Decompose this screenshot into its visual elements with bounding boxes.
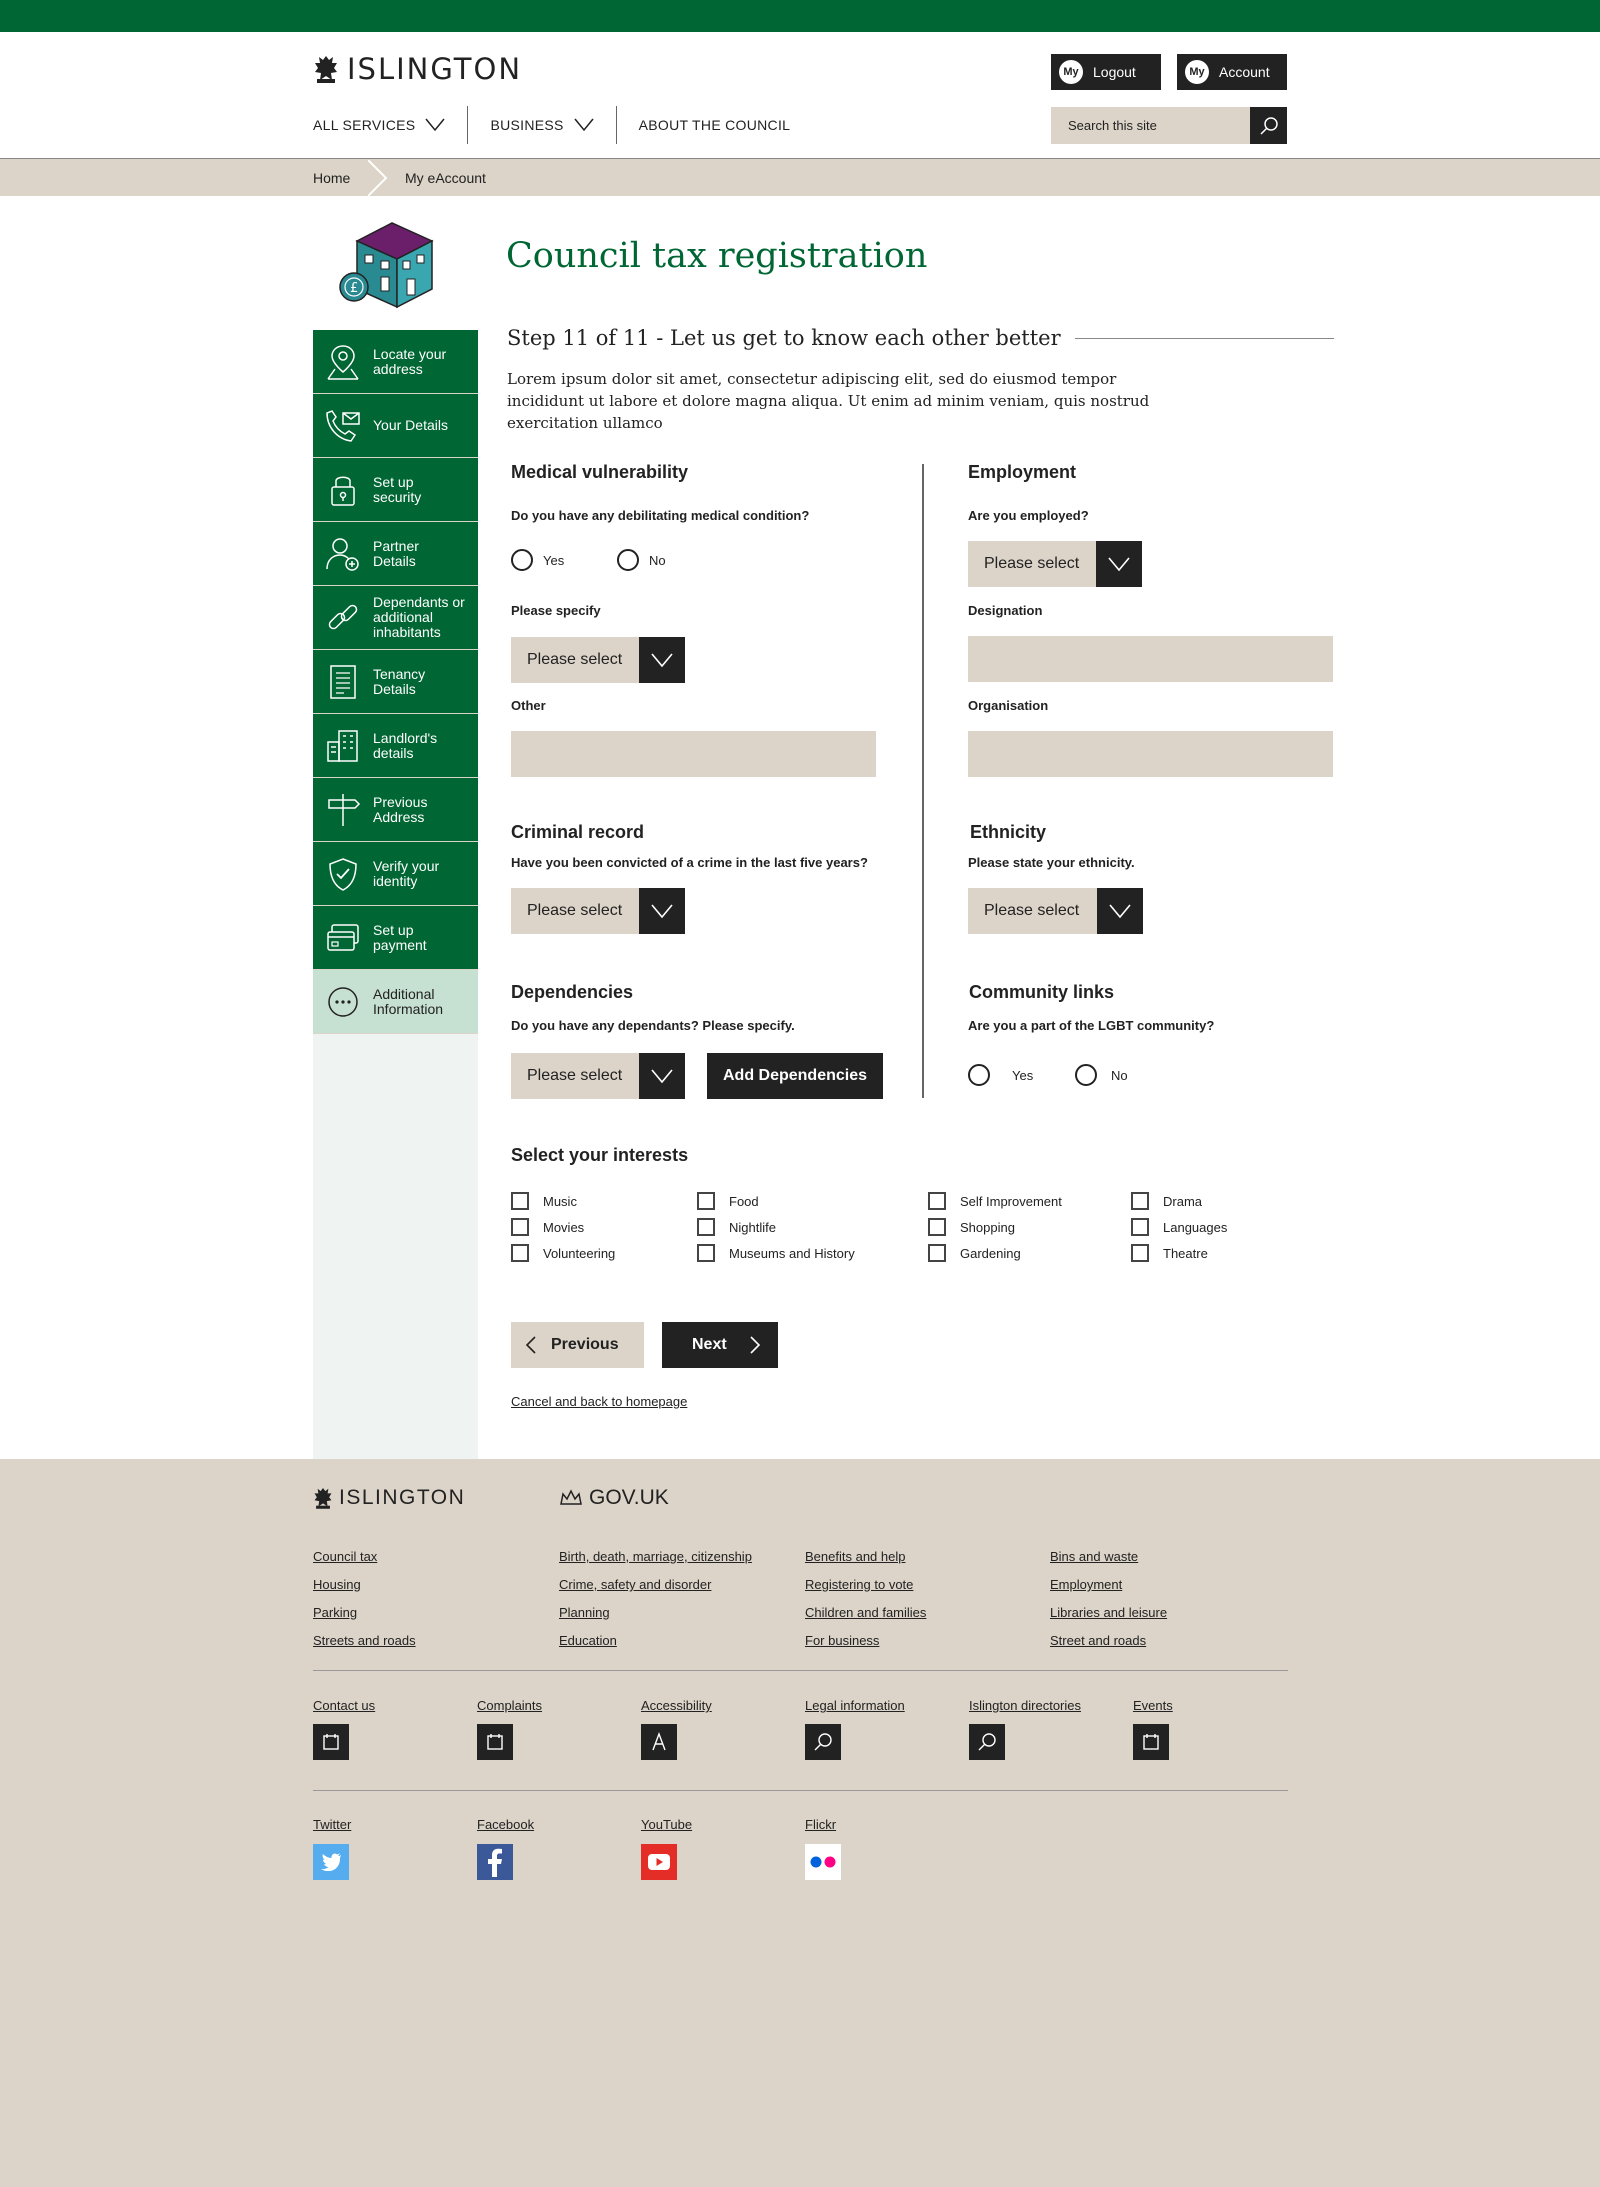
designation-input[interactable] [968,636,1333,682]
footer-link[interactable]: For business [805,1633,880,1648]
interest-checkbox[interactable] [697,1192,759,1210]
footer-link[interactable]: Parking [313,1605,358,1620]
checkbox-label: Languages [1163,1219,1228,1235]
checkbox-label: Movies [543,1219,585,1235]
footer-utility-link[interactable]: Islington directories [969,1698,1081,1713]
select-value: Please select [527,1067,623,1084]
step-label: Landlord's details [373,729,438,761]
footer-utility-link[interactable]: Complaints [477,1698,543,1713]
chevron-down-icon [425,118,445,132]
govuk-text: GOV.UK [589,1486,669,1509]
step-label: Verify your identity [373,857,440,889]
step-partner-details[interactable] [313,522,478,586]
twitter-icon[interactable] [313,1844,349,1880]
previous-button[interactable] [511,1322,644,1368]
footer-link[interactable]: Birth, death, marriage, citizenship [559,1549,752,1564]
radio-label: Yes [543,552,565,568]
footer-link[interactable]: Children and families [805,1605,927,1620]
footer-link[interactable]: Crime, safety and disorder [559,1577,712,1592]
chevron-down-icon [650,1068,674,1084]
checkbox-label: Gardening [960,1245,1021,1261]
ellipsis-icon [326,985,360,1019]
radio-label: No [1111,1067,1128,1083]
cancel-link[interactable]: Cancel and back to homepage [511,1394,688,1409]
facebook-icon[interactable] [477,1844,513,1880]
footer-link[interactable]: Street and roads [1050,1633,1147,1648]
checkbox-label: Drama [1163,1193,1203,1209]
step-heading-text: Step 11 of 11 - Let us get to know each other better [507,326,1061,350]
interests-title: Select your interests [511,1145,689,1165]
logout-button[interactable] [1051,54,1161,90]
checkbox-box [697,1192,715,1210]
lgbt-no-radio[interactable] [1075,1064,1128,1086]
community-title: Community links [969,982,1115,1002]
site-header [0,32,1600,159]
calendar-icon[interactable] [477,1724,513,1760]
criminal-select[interactable] [511,888,685,934]
footer-link[interactable]: Planning [559,1605,610,1620]
document-icon [328,663,358,701]
interest-checkbox[interactable] [1131,1244,1208,1262]
select-value: Please select [984,555,1080,572]
top-banner [0,0,1600,32]
interest-checkbox[interactable] [928,1244,1021,1262]
calendar-icon[interactable] [313,1724,349,1760]
calendar-icon[interactable] [1133,1724,1169,1760]
checkbox-label: Music [543,1193,577,1209]
checkbox-box [697,1218,715,1236]
intro-text: Lorem ipsum dolor sit amet, consectetur adipiscing elit, sed do eiusmod tempor incididunt ut labore et dolore magna aliqua. Ut enim ad minim veniam, quis nostrud exercitation ullamco [507,370,1150,432]
step-heading [507,326,1334,350]
checkbox-label: Museums and History [729,1245,855,1261]
medical-yes-radio[interactable] [511,549,564,571]
breadcrumb-separator-icon [368,160,388,196]
footer-islington-logo[interactable] [313,1486,465,1510]
step-verify-identity[interactable] [313,842,478,906]
checkbox-label: Nightlife [729,1219,776,1235]
ethnicity-select[interactable] [968,888,1143,934]
other-input[interactable] [511,731,876,777]
other-label: Other [511,698,546,713]
radio-circle [1075,1064,1097,1086]
footer-utility-link[interactable]: Legal information [805,1698,905,1713]
checkbox-label: Food [729,1193,759,1209]
organisation-label: Organisation [968,698,1049,713]
step-label: Tenancy Details [373,665,426,697]
step-label: Set up security [373,473,422,505]
banner-curve [0,0,1600,32]
main-content [0,196,1600,1459]
footer-utility-link[interactable]: Events [1133,1698,1173,1713]
step-label: Locate your address [373,345,447,377]
step-your-details[interactable] [313,394,478,458]
chevron-left-icon [525,1336,537,1354]
previous-label: Previous [551,1336,619,1353]
chevron-down-icon [574,118,594,132]
footer-link[interactable]: Housing [313,1577,361,1592]
dependencies-select[interactable] [511,1053,685,1099]
site-footer [0,1459,1600,2187]
checkbox-label: Shopping [960,1219,1015,1235]
radio-label: No [649,552,666,568]
shield-check-icon [327,856,359,892]
interest-checkbox[interactable] [697,1218,776,1236]
employment-title: Employment [968,462,1077,482]
footer-divider [313,1670,1288,1671]
employment-question: Are you employed? [968,508,1089,523]
step-label: Set up payment [373,921,427,953]
footer-link[interactable]: Streets and roads [313,1633,416,1648]
nav-about-council[interactable] [639,106,813,144]
nav-all-services[interactable] [313,106,467,144]
checkbox-box [1131,1244,1149,1262]
logo-text: ISLINGTON [347,52,523,86]
step-navigation [313,330,478,1034]
interest-checkbox[interactable] [511,1218,584,1236]
step-tenancy-details[interactable] [313,650,478,714]
youtube-icon[interactable] [641,1844,677,1880]
select-value: Please select [527,902,623,919]
search-icon[interactable] [805,1724,841,1760]
radio-label: Yes [1012,1067,1034,1083]
step-set-up-security[interactable] [313,458,478,522]
checkbox-label: Self Improvement [960,1193,1062,1209]
crown-icon [559,1489,583,1507]
checkbox-box [511,1218,529,1236]
next-label: Next [692,1336,727,1353]
signpost-icon [325,792,361,828]
interest-checkbox[interactable] [928,1192,1062,1210]
organisation-input[interactable] [968,731,1333,777]
footer-link[interactable]: Libraries and leisure [1050,1605,1168,1620]
nav-label: ABOUT THE COUNCIL [638,117,791,133]
search-input[interactable] [1051,107,1250,144]
svg-text:£: £ [350,281,359,296]
step-additional-information[interactable] [313,970,478,1034]
checkbox-box [928,1244,946,1262]
step-label: Dependants or additional inhabitants [373,594,465,640]
breadcrumb-home[interactable]: Home [313,170,351,186]
checkbox-box [511,1192,529,1210]
my-badge-icon: My [1185,60,1209,84]
page-title: Council tax registration [506,236,928,276]
add-person-icon [324,535,362,573]
interest-checkbox[interactable] [928,1218,1015,1236]
interest-checkbox[interactable] [1131,1192,1202,1210]
footer-link[interactable]: Benefits and help [805,1549,906,1564]
interest-checkbox[interactable] [511,1192,577,1210]
link-icon [325,600,361,636]
medical-specify-select[interactable] [511,637,685,683]
flickr-icon[interactable] [805,1844,841,1880]
heading-rule [1075,338,1334,339]
checkbox-box [1131,1192,1149,1210]
islington-logo[interactable] [313,52,522,86]
footer-link[interactable]: Employment [1050,1577,1123,1592]
footer-link[interactable]: Bins and waste [1050,1549,1139,1564]
interest-checkbox[interactable] [697,1244,855,1262]
ethnicity-title: Ethnicity [970,822,1047,842]
site-search [1051,107,1287,144]
checkbox-label: Volunteering [543,1245,616,1261]
ethnicity-question: Please state your ethnicity. [968,855,1135,870]
step-label: Your Details [373,417,448,433]
step-previous-address[interactable] [313,778,478,842]
interest-checkbox[interactable] [1131,1218,1227,1236]
house-tax-icon [337,211,437,311]
card-icon [325,922,361,954]
employment-select[interactable] [968,541,1142,587]
footer-link[interactable]: Council tax [313,1549,378,1564]
checkbox-box [511,1244,529,1262]
dependencies-question: Do you have any dependants? Please specify. [511,1018,795,1033]
radio-circle [511,549,533,571]
crest-icon [313,1486,333,1510]
logout-label: Logout [1093,64,1136,80]
footer-govuk-logo[interactable] [559,1486,669,1510]
criminal-title: Criminal record [511,822,645,842]
lock-icon [328,471,358,509]
add-dependencies-button[interactable]: Add Dependencies [707,1053,883,1099]
letter-a-icon[interactable] [641,1724,677,1760]
checkbox-label: Theatre [1163,1245,1208,1261]
account-button[interactable] [1177,54,1287,90]
checkbox-box [928,1192,946,1210]
checkbox-box [697,1244,715,1262]
specify-label: Please specify [511,603,601,618]
facebook-link[interactable]: Facebook [477,1817,535,1832]
designation-label: Designation [968,603,1043,618]
crest-icon [313,54,339,84]
chevron-down-icon [1108,903,1132,919]
medical-title: Medical vulnerability [511,462,689,482]
search-button[interactable] [1250,107,1287,144]
footer-logo-text: ISLINGTON [339,1486,466,1509]
chevron-down-icon [650,903,674,919]
buildings-icon [325,728,361,764]
criminal-question: Have you been convicted of a crime in the last five years? [511,855,868,870]
flickr-link[interactable]: Flickr [805,1817,837,1832]
lgbt-yes-radio[interactable] [968,1064,1033,1086]
footer-link[interactable]: Education [559,1633,617,1648]
medical-question: Do you have any debilitating medical condition? [511,508,810,523]
checkbox-box [928,1218,946,1236]
chevron-down-icon [1107,556,1131,572]
nav-divider [467,106,468,144]
twitter-link[interactable]: Twitter [313,1817,352,1832]
step-label: Previous Address [373,793,428,825]
nav-label: ALL SERVICES [313,117,416,133]
main-nav [313,106,812,144]
community-question: Are you a part of the LGBT community? [968,1018,1215,1033]
nav-label: BUSINESS [490,117,564,133]
my-badge-icon: My [1059,60,1083,84]
search-icon[interactable] [969,1724,1005,1760]
footer-utility-link[interactable]: Accessibility [641,1698,712,1713]
footer-link[interactable]: Registering to vote [805,1577,914,1592]
phone-mail-icon [323,407,363,445]
radio-circle [968,1064,990,1086]
step-label: Additional Information [373,985,444,1017]
select-value: Please select [527,651,623,668]
map-pin-icon [325,342,361,382]
step-set-up-payment[interactable] [313,906,478,970]
step-locate-address[interactable] [313,330,478,394]
chevron-down-icon [650,652,674,668]
breadcrumb-current: My eAccount [405,170,486,186]
select-value: Please select [984,902,1080,919]
breadcrumb [0,160,1600,196]
medical-no-radio[interactable] [617,549,666,571]
interest-checkbox[interactable] [511,1244,615,1262]
dependencies-title: Dependencies [511,982,634,1002]
radio-circle [617,549,639,571]
nav-divider [616,106,617,144]
chevron-right-icon [749,1336,761,1354]
footer-divider [313,1790,1288,1791]
search-icon [1259,116,1279,136]
step-landlord-details[interactable] [313,714,478,778]
nav-business[interactable] [490,106,615,144]
column-divider [922,464,924,1098]
footer-utility-link[interactable]: Contact us [313,1698,376,1713]
step-dependants[interactable] [313,586,478,650]
next-button[interactable] [662,1322,778,1368]
youtube-link[interactable]: YouTube [641,1817,693,1832]
account-label: Account [1219,64,1270,80]
checkbox-box [1131,1218,1149,1236]
step-label: Partner Details [373,537,419,569]
